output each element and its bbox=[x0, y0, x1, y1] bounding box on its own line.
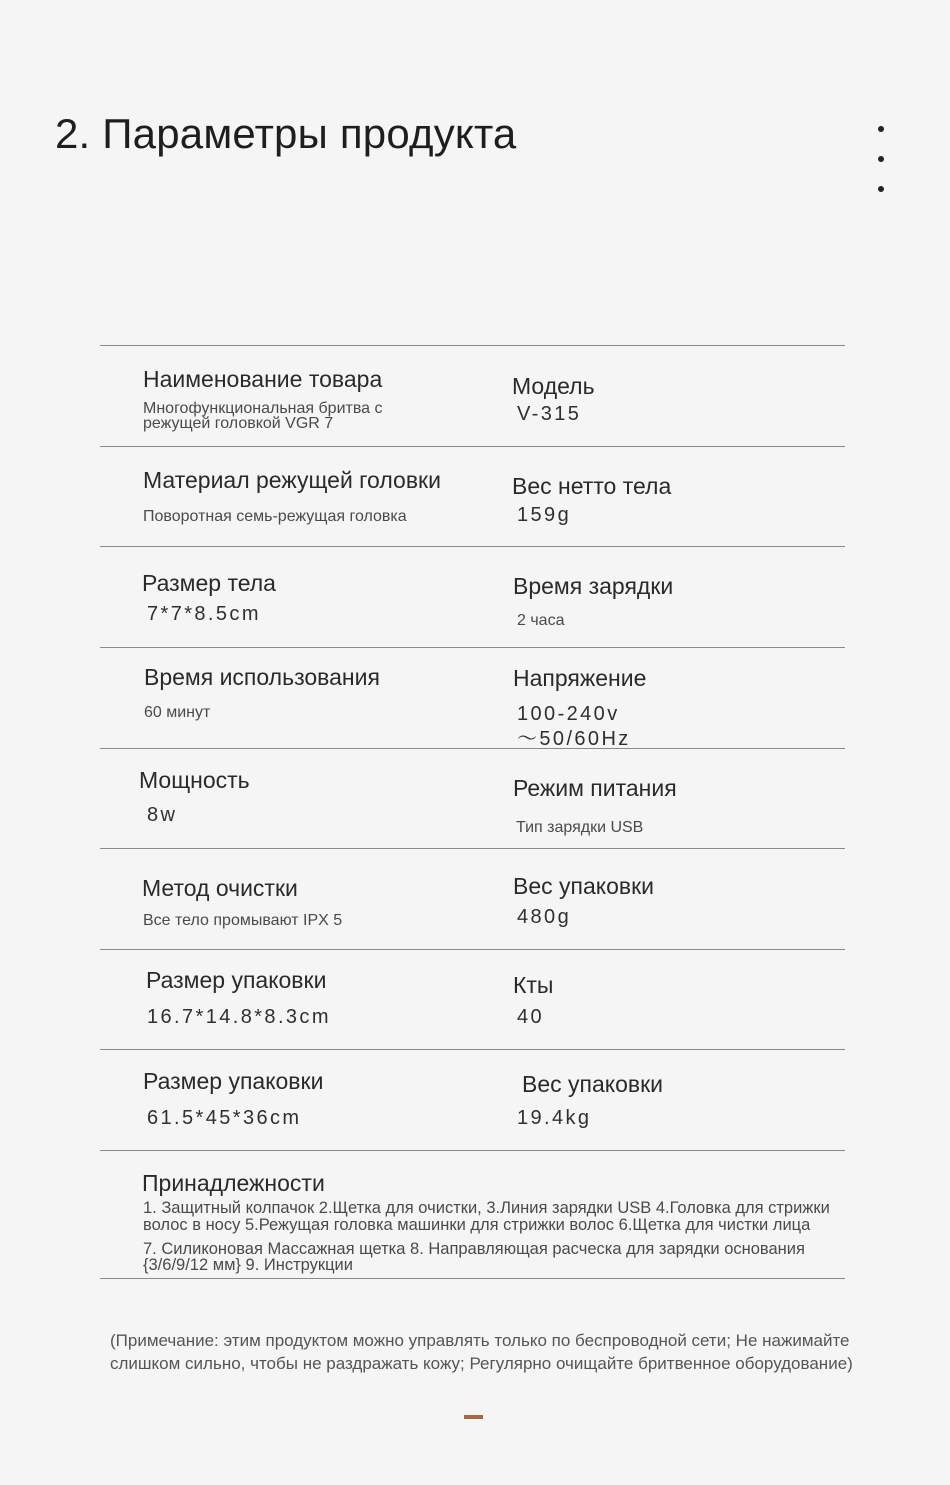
spec-label: Модель bbox=[512, 373, 595, 399]
spec-value: 7*7*8.5cm bbox=[147, 603, 261, 625]
spec-value: Тип зарядки USB bbox=[516, 819, 644, 836]
accessories-label: Принадлежности bbox=[142, 1170, 325, 1196]
divider bbox=[100, 848, 845, 849]
page-title: 2. Параметры продукта bbox=[55, 110, 517, 157]
spec-label: Режим питания bbox=[513, 775, 677, 801]
divider bbox=[100, 546, 845, 547]
spec-value: 159g bbox=[517, 504, 572, 526]
divider bbox=[100, 647, 845, 648]
accent-bar bbox=[464, 1415, 483, 1419]
spec-label: Мощность bbox=[139, 767, 250, 793]
spec-value: Многофункциональная бритва с bbox=[143, 400, 383, 417]
product-note bbox=[110, 1329, 910, 1375]
spec-value: ～50/60Hz bbox=[517, 728, 631, 750]
spec-value: Поворотная семь-режущая головка bbox=[143, 508, 407, 525]
spec-label: Размер тела bbox=[142, 570, 276, 596]
spec-value: 40 bbox=[517, 1006, 545, 1028]
divider bbox=[100, 345, 845, 346]
spec-label: Время использования bbox=[144, 664, 380, 690]
spec-value: V-315 bbox=[517, 403, 582, 425]
spec-label: Материал режущей головки bbox=[143, 467, 441, 493]
spec-value: 16.7*14.8*8.3cm bbox=[147, 1006, 331, 1028]
note-line: (Примечание: этим продуктом можно управлять только по беспроводной сети; Не нажимайте bbox=[110, 1331, 850, 1350]
spec-value: режущей головкой VGR 7 bbox=[143, 415, 334, 432]
note-line: слишком сильно, чтобы не раздражать кожу; Регулярно очищайте бритвенное оборудование) bbox=[110, 1354, 853, 1373]
divider bbox=[100, 1278, 845, 1279]
spec-label: Размер упаковки bbox=[143, 1068, 324, 1094]
spec-value: 61.5*45*36cm bbox=[147, 1107, 302, 1129]
spec-value: 480g bbox=[517, 906, 572, 928]
more-options-icon[interactable] bbox=[878, 126, 888, 196]
spec-value: Все тело промывают IPX 5 bbox=[143, 912, 343, 929]
accessories-text: волос в носу 5.Режущая головка машинки для стрижки волос 6.Щетка для чистки лица bbox=[143, 1216, 811, 1234]
spec-label: Вес упаковки bbox=[513, 873, 655, 899]
dot-icon bbox=[878, 156, 884, 162]
spec-label: Наименование товара bbox=[143, 366, 383, 392]
spec-value: 8w bbox=[147, 804, 178, 826]
accessories-text: {3/6/9/12 мм} 9. Инструкции bbox=[143, 1256, 353, 1274]
spec-label: Метод очистки bbox=[142, 875, 298, 901]
spec-label: Вес нетто тела bbox=[512, 473, 672, 499]
spec-label: Напряжение bbox=[513, 665, 647, 691]
accessories-text: 1. Защитный колпачок 2.Щетка для очистки, 3.Линия зарядки USB 4.Головка для стрижки bbox=[143, 1199, 830, 1217]
spec-label: Размер упаковки bbox=[146, 967, 327, 993]
spec-value: 2 часа bbox=[517, 612, 565, 629]
accessories-text: 7. Силиконовая Массажная щетка 8. Направляющая расческа для зарядки основания bbox=[143, 1240, 805, 1258]
spec-value: 100-240v bbox=[517, 703, 620, 725]
divider bbox=[100, 748, 845, 749]
divider bbox=[100, 1150, 845, 1151]
dot-icon bbox=[878, 126, 884, 132]
dot-icon bbox=[878, 186, 884, 192]
spec-label: Вес упаковки bbox=[522, 1071, 664, 1097]
divider bbox=[100, 1049, 845, 1050]
spec-label: Кты bbox=[513, 972, 554, 998]
spec-label: Время зарядки bbox=[513, 573, 674, 599]
spec-value: 60 минут bbox=[144, 704, 211, 721]
spec-value: 19.4kg bbox=[517, 1107, 592, 1129]
divider bbox=[100, 949, 845, 950]
divider bbox=[100, 446, 845, 447]
